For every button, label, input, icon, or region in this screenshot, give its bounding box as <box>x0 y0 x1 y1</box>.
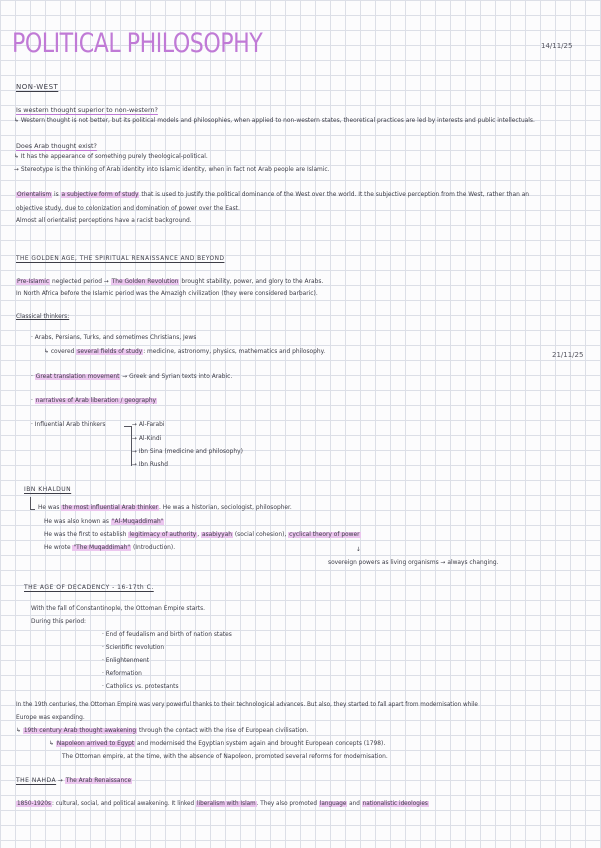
decadency-line-1: With the fall of Constantinople, the Ottoman Empire starts. <box>31 606 206 612</box>
kh1-post: . He was a historian, sociologist, philosopher. <box>159 505 292 511</box>
asabiyyah-highlight: asabiyyah <box>202 532 232 538</box>
heading-decadency: THE AGE OF DECADENCY - 16-17th C. <box>24 584 154 591</box>
decadency-item <box>102 646 164 652</box>
thinker-sina <box>132 450 243 456</box>
bullet-dot: · <box>102 684 104 690</box>
kh4-pre: He wrote <box>44 545 71 551</box>
orientalism-line-2: objective study, due to colonization and domination of power over the East. <box>16 206 240 212</box>
arab-answer-2-text: Stereotype is the thinking of Arab identity into Islamic identity, when in fact not Arab people are Islamic. <box>20 167 330 173</box>
nahda-text-b: . They also promoted <box>256 801 318 807</box>
translation-rest: Greek and Syrian texts into Arabic. <box>129 374 233 380</box>
ottoman-line-2: Europe was expanding. <box>16 715 85 721</box>
heading-ibn-khaldun: IBN KHALDUN <box>24 486 72 493</box>
right-arrow-icon: → <box>103 279 109 285</box>
hook-arrow-icon: ↳ <box>44 349 49 355</box>
cyclical-highlight: cyclical theory of power <box>289 532 360 538</box>
nahda-heading-line <box>16 778 132 785</box>
arab-renaissance-highlight: The Arab Renaissance <box>65 778 132 784</box>
thinker-name: Ibn Sina (medicine and philosophy) <box>138 449 243 455</box>
thinker-kindi <box>132 437 161 443</box>
khaldun-line-4 <box>44 546 175 552</box>
right-arrow-icon: → <box>14 167 19 173</box>
orientalism-is: is <box>53 192 59 198</box>
hook-arrow-icon: ↳ <box>16 728 21 734</box>
sovereign-line <box>328 561 498 567</box>
bullet-narratives <box>31 399 157 405</box>
several-fields-highlight: several fields of study <box>77 349 143 355</box>
khaldun-influential-highlight: the most influential Arab thinker <box>62 505 159 511</box>
golden-neglected: neglected period <box>52 279 102 285</box>
page-title: POLITICAL PHILOSOPHY <box>12 28 263 59</box>
kh2-pre: He was also known as <box>44 519 109 525</box>
liberalism-highlight: liberalism with Islam <box>196 801 256 807</box>
orientalism-definition: a subjective form of study <box>61 192 139 198</box>
bullet-arabs-text: Arabs, Persians, Turks, and sometimes Christians, Jews <box>34 335 197 341</box>
arab-answer-1-text: It has the appearance of something purely theological-political. <box>20 154 208 160</box>
thinker-farabi <box>132 423 164 429</box>
napoleon-highlight: Napoleon arrived to Egypt <box>56 741 135 747</box>
bullet-dot: · <box>31 335 33 341</box>
question-arab-thought: Does Arab thought exist? <box>16 142 97 150</box>
thinkers-bracket <box>131 426 132 466</box>
hook-arrow-icon: ↳ <box>14 118 19 124</box>
answer-western-line <box>14 119 535 125</box>
kh3-mid: (social cohesion), <box>234 532 287 538</box>
decadency-item <box>102 633 232 639</box>
golden-brought: brought stability, power, and glory to the Arabs. <box>181 279 324 285</box>
right-arrow-icon: → <box>440 560 446 566</box>
khaldun-line-2 <box>44 520 164 526</box>
decadency-item-text: Catholics vs. protestants <box>105 684 179 690</box>
muqaddimah-book-highlight: "The Muqaddimah" <box>73 545 131 551</box>
answer-western-text: Western thought is not better, but its political models and philosophies, when applied to non-western states, theoretical practices are led by interests and public intellectuals. <box>20 118 535 124</box>
orientalism-term: Orientalism <box>17 192 52 198</box>
orientalism-line-1 <box>16 193 529 199</box>
golden-revolution-term: The Golden Revolution <box>111 279 179 285</box>
translation-highlight: Great translation movement <box>35 374 120 380</box>
nationalistic-highlight: nationalistic ideologies <box>362 801 428 807</box>
bullet-translation <box>31 375 232 381</box>
thinker-name: Al-Kindi <box>138 436 162 442</box>
decadency-item-text: End of feudalism and birth of nation states <box>105 632 232 638</box>
kh1-pre: He was <box>38 505 60 511</box>
decadency-line-2: During this period: <box>31 619 87 625</box>
arab-answer-1 <box>14 155 208 161</box>
right-arrow-icon: → <box>122 374 128 380</box>
arab-answer-2 <box>14 168 330 174</box>
covered-text: covered <box>50 349 75 355</box>
khaldun-line-1 <box>38 506 292 512</box>
decadency-item <box>102 672 142 678</box>
bullet-dot: · <box>102 645 104 651</box>
right-arrow-icon: → <box>132 436 137 442</box>
legitimacy-highlight: legitimacy of authority <box>129 532 197 538</box>
golden-line-2: In North Africa before the Islamic period was the Amazigh civilization (they were considered barbaric). <box>16 291 318 297</box>
khaldun-hook-foot <box>30 509 35 510</box>
napoleon-rest: and modernised the Egyptian system again and brought European concepts (1798). <box>137 741 386 747</box>
kh4-post: (Introduction). <box>132 545 176 551</box>
bullet-dot: · <box>31 374 33 380</box>
napoleon-line <box>49 742 385 748</box>
bullet-dot: · <box>102 632 104 638</box>
awakening-highlight: 19th century Arab thought awakening <box>23 728 137 734</box>
heading-nahda: THE NAHDA <box>16 777 57 784</box>
decadency-item <box>102 659 149 665</box>
thinker-name: Ibn Rushd <box>138 462 168 468</box>
orientalism-line-1-rest: that is used to justify the political dominance of the West over the world. It the subjective perception from the West, rather than an <box>141 192 530 198</box>
narratives-highlight: narratives of Arab liberation / geography <box>35 398 157 404</box>
right-arrow-icon: → <box>132 422 137 428</box>
awakening-rest: through the contact with the rise of European civilisation. <box>138 728 309 734</box>
khaldun-line-3: He was the first to establish legitimacy of authority, asabiyyah (social cohesion), cyclical theory of power <box>44 532 360 538</box>
orientalism-line-3: Almost all orientalist perceptions have a racist background. <box>16 218 192 224</box>
heading-golden-age: THE GOLDEN AGE, THE SPIRITUAL RENAISSANCE AND BEYOND <box>16 256 225 262</box>
right-arrow-icon: → <box>132 462 137 468</box>
thinker-name: Al-Farabi <box>138 422 165 428</box>
nahda-text-c: and <box>349 801 360 807</box>
fields-list: : medicine, astronomy, physics, mathematics and philosophy. <box>143 349 326 355</box>
thinker-rushd <box>132 463 168 469</box>
thinkers-connector <box>124 426 131 427</box>
right-arrow-icon: → <box>57 778 63 784</box>
date-mid: 21/11/25 <box>552 351 584 359</box>
heading-non-west: NON-WEST <box>16 83 59 91</box>
ottoman-sub <box>16 729 309 735</box>
hook-arrow-icon: ↳ <box>49 741 54 747</box>
decadency-item-text: Reformation <box>105 671 142 677</box>
nahda-text-a: : cultural, social, and political awakening. It linked <box>51 801 195 807</box>
bullet-dot: · <box>102 671 104 677</box>
nahda-line <box>16 802 429 808</box>
right-arrow-icon: → <box>132 449 137 455</box>
bullet-dot: · <box>102 658 104 664</box>
khaldun-hook <box>30 497 31 509</box>
decadency-item-text: Scientific revolution <box>105 645 165 651</box>
bullet-influential <box>31 423 106 429</box>
down-arrow-icon: ↓ <box>356 547 361 553</box>
muqaddimah-highlight: "Al-Muqaddimah" <box>111 519 164 525</box>
ottoman-last-line: The Ottoman empire, at the time, with the absence of Napoleon, promoted several reforms for modernisation. <box>62 754 388 760</box>
date-top: 14/11/25 <box>541 42 573 50</box>
question-western-superior: Is western thought superior to non-western? <box>16 106 158 114</box>
decadency-item <box>102 685 179 691</box>
influential-text: Influential Arab thinkers <box>34 422 106 428</box>
classical-thinkers-heading: Classical thinkers: <box>16 314 70 320</box>
nahda-years-highlight: 1850-1920s <box>17 801 51 807</box>
pre-islamic-term: Pre-Islamic <box>17 279 50 285</box>
bullet-dot: · <box>31 422 33 428</box>
language-highlight: language <box>319 801 347 807</box>
always-changing-text: always changing. <box>447 560 499 566</box>
decadency-item-text: Enlightenment <box>105 658 150 664</box>
ottoman-line-1: In the 19th centuries, the Ottoman Empire was very powerful thanks to their technological advances. But also, they started to fall apart from modernisation while <box>16 702 478 708</box>
kh3-pre: He was the first to establish <box>44 532 127 538</box>
bullet-arabs-sub <box>44 350 325 356</box>
bullet-arabs <box>31 336 196 342</box>
sovereign-text: sovereign powers as living organisms <box>328 560 439 566</box>
golden-line-1 <box>16 280 323 286</box>
hook-arrow-icon: ↳ <box>14 154 19 160</box>
bullet-dot: · <box>31 398 33 404</box>
